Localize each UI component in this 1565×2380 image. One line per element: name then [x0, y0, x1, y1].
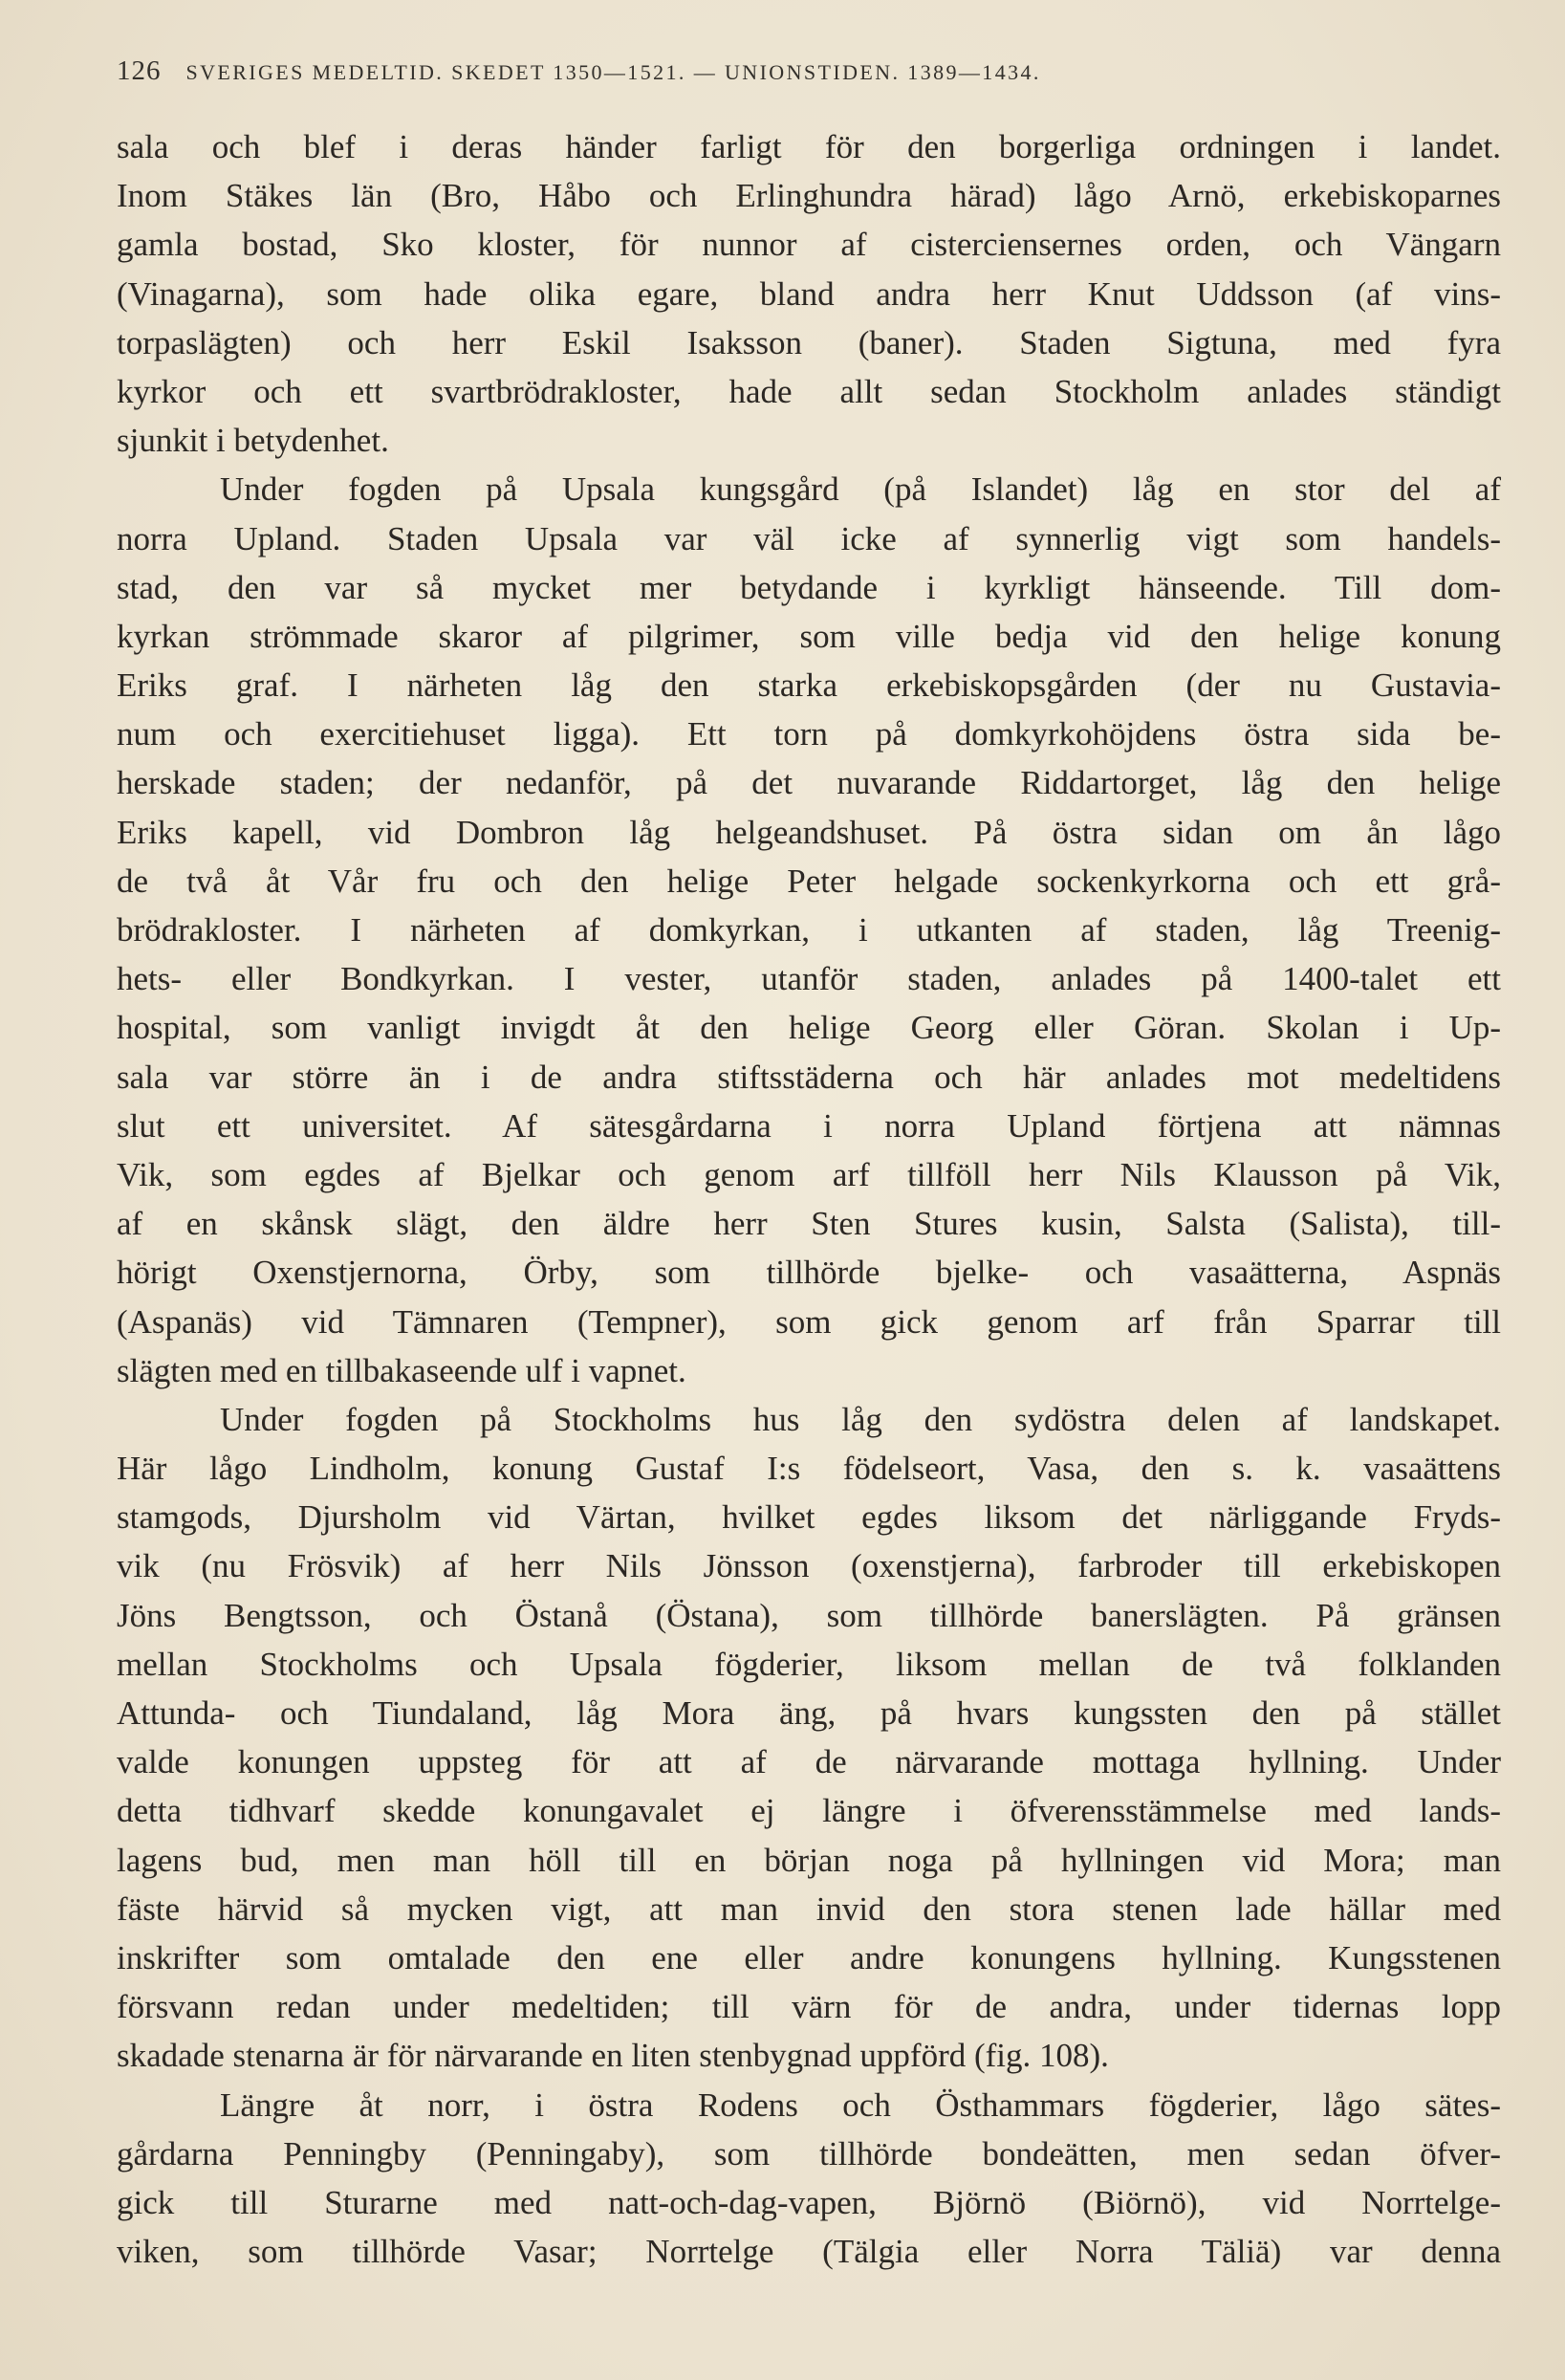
text-line: försvann redan under medeltiden; till värn för de andra, under tidernas lopp	[117, 1988, 1501, 2026]
paragraph-end-line: skadade stenarna är för närvarande en liten stenbygnad uppförd (fig. 108).	[117, 2037, 1109, 2075]
text-line: gick till Sturarne med natt-och-dag-vapen, Björnö (Biörnö), vid Norrtelge-	[117, 2183, 1501, 2221]
text-line: Här lågo Lindholm, konung Gustaf I:s födelseort, Vasa, den s. k. vasaättens	[117, 1450, 1501, 1488]
text-line: num och exercitiehuset ligga). Ett torn på domkyrkohöjdens östra sida be-	[117, 715, 1501, 753]
text-line: stamgods, Djursholm vid Värtan, hvilket egdes liksom det närliggande Fryds-	[117, 1498, 1501, 1537]
text-line: gamla bostad, Sko kloster, för nunnor af cisterciensernes orden, och Vängarn	[117, 226, 1501, 264]
text-line: hets- eller Bondkyrkan. I vester, utanför staden, anlades på 1400-talet ett	[117, 960, 1501, 998]
text-line: gårdarna Penningby (Penningaby), som tillhörde bondeätten, men sedan öfver-	[117, 2134, 1501, 2173]
text-line: af en skånsk slägt, den äldre herr Sten Stures kusin, Salsta (Salista), till-	[117, 1205, 1501, 1243]
text-line: Eriks kapell, vid Dombron låg helgeandshuset. På östra sidan om ån lågo	[117, 813, 1501, 851]
text-line: norra Upland. Staden Upsala var väl icke af synnerlig vigt som handels-	[117, 519, 1501, 557]
page-number: 126	[117, 55, 162, 86]
text-line: Vik, som egdes af Bjelkar och genom arf tillföll herr Nils Klausson på Vik,	[117, 1155, 1501, 1193]
text-line: Attunda- och Tiundaland, låg Mora äng, på hvars kungssten den på stället	[117, 1694, 1501, 1732]
text-line: viken, som tillhörde Vasar; Norrtelge (Tälgia eller Norra Täliä) var denna	[117, 2233, 1501, 2271]
text-line: kyrkor och ett svartbrödrakloster, hade allt sedan Stockholm anlades ständigt	[117, 372, 1501, 410]
paragraph-end-line: slägten med en tillbakaseende ulf i vapnet.	[117, 1351, 686, 1389]
text-line: sala och blef i deras händer farligt för den borgerliga ordningen i landet.	[117, 128, 1501, 165]
text-line: Jöns Bengtsson, och Östanå (Östana), som tillhörde banerslägten. På gränsen	[117, 1596, 1501, 1634]
running-head-title: SVERIGES MEDELTID. SKEDET 1350—1521. — UNIONSTIDEN. 1389—1434.	[185, 60, 1041, 84]
text-line: hospital, som vanligt invigdt åt den helige Georg eller Göran. Skolan i Up-	[117, 1009, 1501, 1047]
text-line: fäste härvid så mycken vigt, att man invid den stora stenen lade hällar med	[117, 1889, 1501, 1928]
paragraph-start-line: Längre åt norr, i östra Rodens och Östhammars fögderier, lågo sätes-	[220, 2085, 1501, 2124]
text-line: Eriks graf. I närheten låg den starka erkebiskopsgården (der nu Gustavia-	[117, 666, 1501, 705]
paragraph-start-line: Under fogden på Stockholms hus låg den sydöstra delen af landskapet.	[220, 1400, 1501, 1438]
text-line: sala var större än i de andra stiftsstäderna och här anlades mot medeltidens	[117, 1058, 1501, 1096]
text-line: brödrakloster. I närheten af domkyrkan, i utkanten af staden, låg Treenig-	[117, 911, 1501, 949]
text-line: mellan Stockholms och Upsala fögderier, liksom mellan de två folklanden	[117, 1645, 1501, 1683]
text-line: herskade staden; der nedanför, på det nuvarande Riddartorget, låg den helige	[117, 764, 1501, 802]
text-line: slut ett universitet. Af sätesgårdarna i norra Upland förtjena att nämnas	[117, 1106, 1501, 1145]
text-line: inskrifter som omtalade den ene eller andre konungens hyllning. Kungsstenen	[117, 1938, 1501, 1976]
text-line: vik (nu Frösvik) af herr Nils Jönsson (oxenstjerna), farbroder till erkebiskopen	[117, 1547, 1501, 1585]
text-line: lagens bud, men man höll till en början noga på hyllningen vid Mora; man	[117, 1841, 1501, 1879]
text-line: de två åt Vår fru och den helige Peter helgade sockenkyrkorna och ett grå-	[117, 862, 1501, 900]
text-line: detta tidhvarf skedde konungavalet ej längre i öfverensstämmelse med lands-	[117, 1792, 1501, 1830]
text-line: kyrkan strömmade skaror af pilgrimer, som ville bedja vid den helige konung	[117, 617, 1501, 655]
text-line: valde konungen uppsteg för att af de närvarande mottaga hyllning. Under	[117, 1743, 1501, 1781]
paragraph-start-line: Under fogden på Upsala kungsgård (på Islandet) låg en stor del af	[220, 470, 1501, 509]
text-line: hörigt Oxenstjernorna, Örby, som tillhörde bjelke- och vasaätterna, Aspnäs	[117, 1254, 1501, 1292]
text-line: stad, den var så mycket mer betydande i kyrkligt hänseende. Till dom-	[117, 568, 1501, 606]
paragraph-end-line: sjunkit i betydenhet.	[117, 422, 389, 460]
text-line: torpaslägten) och herr Eskil Isaksson (baner). Staden Sigtuna, med fyra	[117, 323, 1501, 361]
text-line: (Vinagarna), som hade olika egare, bland andra herr Knut Uddsson (af vins-	[117, 274, 1501, 313]
running-head	[117, 55, 1493, 88]
text-line: (Aspanäs) vid Tämnaren (Tempner), som gick genom arf från Sparrar till	[117, 1302, 1501, 1341]
text-line: Inom Stäkes län (Bro, Håbo och Erlinghundra härad) lågo Arnö, erkebiskoparnes	[117, 177, 1501, 215]
body-text	[117, 122, 1501, 2276]
